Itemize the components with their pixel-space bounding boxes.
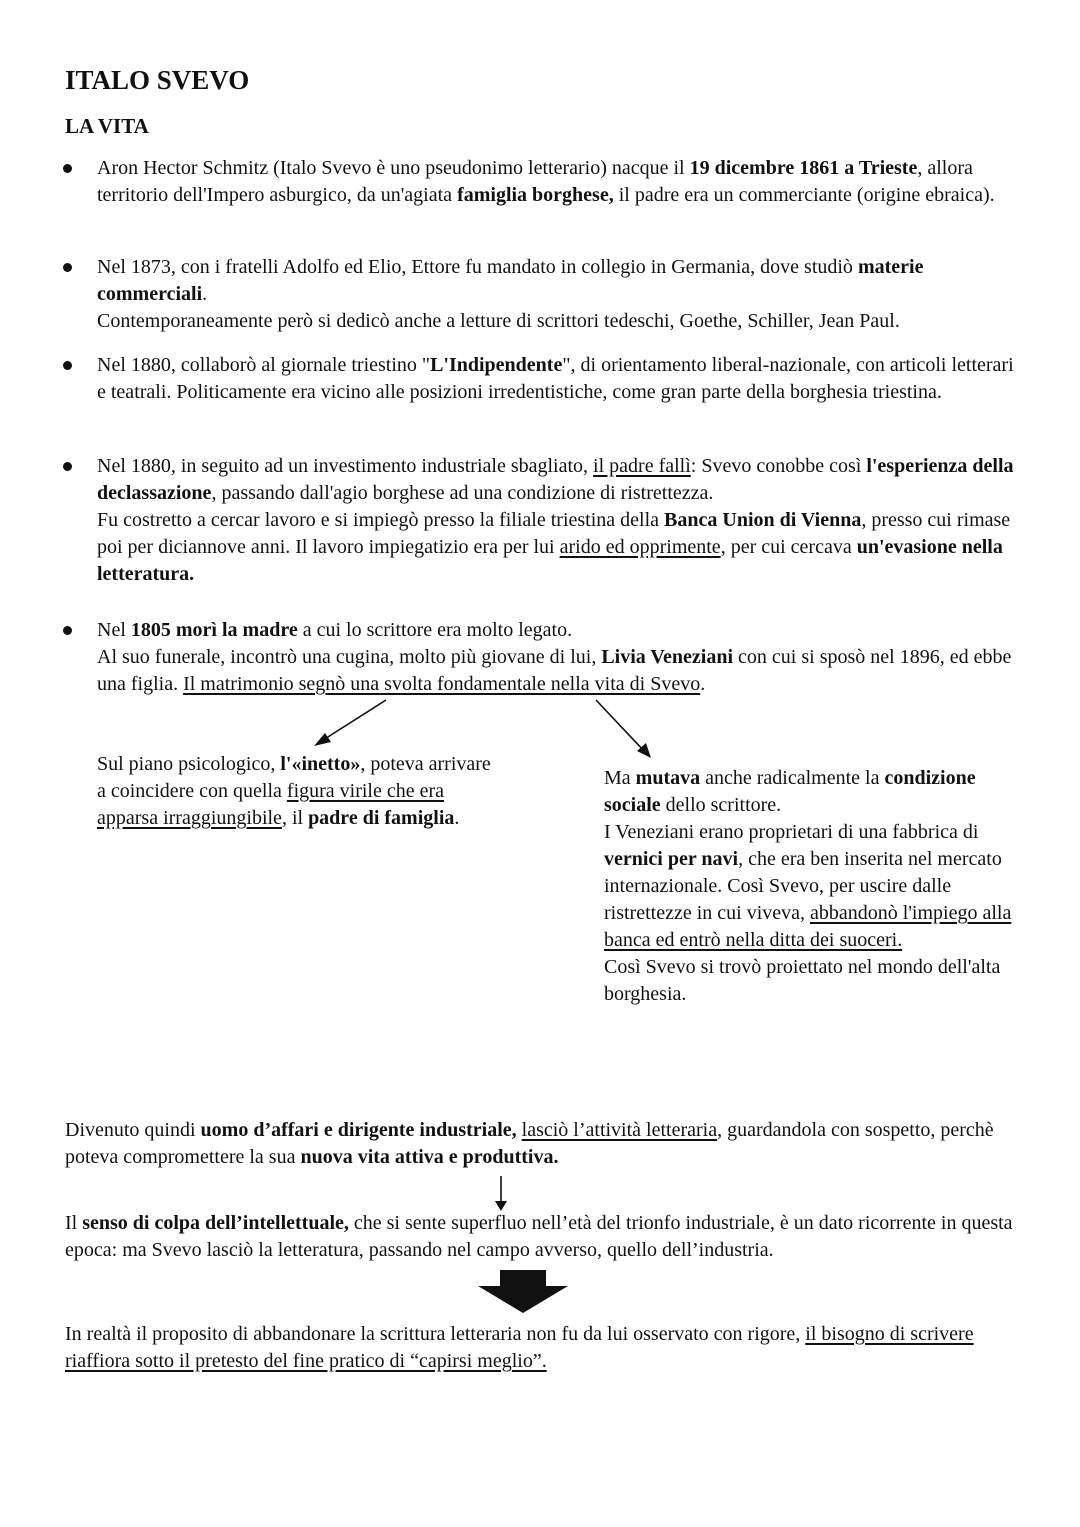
bullet-dot xyxy=(63,462,72,471)
text-run: I Veneziani erano proprietari di una fabbrica di xyxy=(604,821,979,843)
bold-text: famiglia borghese, xyxy=(457,184,614,206)
bold-text: mutava xyxy=(635,767,701,789)
bold-text: l'esperienza della declassazione xyxy=(97,455,1014,504)
text-run: Così Svevo si trovò proiettato nel mondo dell'alta borghesia. xyxy=(604,956,1001,1005)
bullet-dot xyxy=(63,361,72,370)
arrow-down-icon xyxy=(490,1174,512,1214)
bold-text: vernici per navi xyxy=(604,848,739,870)
text-run: Contemporaneamente però si dedicò anche a letture di scrittori tedeschi, Goethe, Schiller, Jean Paul. xyxy=(97,310,900,332)
left-column-text xyxy=(97,751,497,832)
arrow-down-right-icon xyxy=(596,700,651,758)
bullet-item xyxy=(97,254,1022,335)
text-run: Nel xyxy=(97,619,131,641)
text-run: Nel 1880, in seguito ad un investimento industriale sbagliato, xyxy=(97,455,594,477)
text-run: , passando dall'agio borghese ad una condizione di ristrettezza. xyxy=(211,482,714,504)
text-run: , il xyxy=(281,807,309,829)
bullet-item xyxy=(97,155,1022,209)
text-run: Il xyxy=(65,1212,83,1234)
paragraph-guilt xyxy=(65,1210,1020,1264)
bullet-dot xyxy=(63,263,72,272)
bold-text: padre di famiglia xyxy=(308,807,455,829)
bold-text: l'«inetto» xyxy=(280,753,361,775)
paragraph-writing-need xyxy=(65,1321,1020,1375)
bold-text: 19 dicembre 1861 a Trieste xyxy=(689,157,918,179)
paragraph-industrial-career xyxy=(65,1117,1020,1171)
text-run: con cui si sposò nel 1896, ed ebbe una figlia. xyxy=(97,646,1012,695)
arrow-down-left-icon xyxy=(314,700,386,746)
bold-text: uomo d’affari e dirigente industriale, xyxy=(200,1119,517,1141)
text-run: Ma xyxy=(604,767,636,789)
text-run: Aron Hector Schmitz (Italo Svevo è uno pseudonimo letterario) nacque il xyxy=(97,157,690,179)
text-run: , presso cui rimase poi per diciannove anni. Il lavoro impiegatizio era per lui xyxy=(97,509,1011,558)
bold-text: 1805 morì la madre xyxy=(130,619,298,641)
underlined-text: il padre fallì xyxy=(593,455,691,477)
text-run: , che era ben inserita nel mercato internazionale. Così Svevo, per uscire dalle ristrettezze in cui viveva, xyxy=(604,848,1002,924)
text-run: In realtà il proposito di abbandonare la scrittura letteraria non fu da lui osservato con rigore, xyxy=(65,1323,806,1345)
text-run: Nel 1880, collaborò al giornale triestino " xyxy=(97,354,431,376)
bullet-item xyxy=(97,453,1022,588)
section-heading: LA VITA xyxy=(65,114,149,138)
bold-text: Banca Union di Vienna xyxy=(664,509,862,531)
text-run: : Svevo conobbe così xyxy=(690,455,867,477)
text-run: che si sente superfluo nell’età del trionfo industriale, è un dato ricorrente in questa epoca: ma Svevo lasciò la letteratura, passando nel campo avverso, quello dell’industria. xyxy=(65,1212,1013,1261)
text-run: . xyxy=(454,807,460,829)
document-title: ITALO SVEVO xyxy=(65,65,250,95)
bold-text: condizione sociale xyxy=(604,767,976,816)
bullet-item xyxy=(97,617,1022,698)
text-run: Al suo funerale, incontrò una cugina, molto più giovane di lui, xyxy=(97,646,602,668)
text-run: dello scrittore. xyxy=(660,794,782,816)
right-column-text xyxy=(604,765,1024,1008)
bullet-dot xyxy=(63,626,72,635)
text-run: Nel 1873, con i fratelli Adolfo ed Elio, Ettore fu mandato in collegio in Germania, dove studiò xyxy=(97,256,858,278)
text-run: , allora territorio dell'Impero asburgico, da un'agiata xyxy=(97,157,973,206)
underlined-text: figura virile che era apparsa irraggiungibile xyxy=(97,780,445,829)
bullet-item xyxy=(97,352,1022,406)
text-run: ", di orientamento liberal-nazionale, con articoli letterari e teatrali. Politicamente era vicino alle posizioni irredentistiche, come gran parte della borghesia triestina. xyxy=(97,354,1014,403)
bullet-dot xyxy=(63,164,72,173)
bold-text: senso di colpa dell’intellettuale, xyxy=(82,1212,349,1234)
underlined-text: il bisogno di scrivere riaffiora sotto il pretesto del fine pratico di “capirsi meglio”. xyxy=(65,1323,974,1372)
bold-text: nuova vita attiva e produttiva. xyxy=(300,1146,559,1168)
text-run: Divenuto quindi xyxy=(65,1119,201,1141)
text-run: il padre era un commerciante (origine ebraica). xyxy=(613,184,995,206)
underlined-text: Il matrimonio segnò una svolta fondamentale nella vita di Svevo xyxy=(183,673,701,695)
underlined-text: abbandonò l'impiego alla banca ed entrò nella ditta dei suoceri. xyxy=(604,902,1012,951)
bold-text: un'evasione nella letteratura. xyxy=(97,536,1003,585)
thick-arrow-down-icon xyxy=(476,1270,570,1314)
text-run: Sul piano psicologico, xyxy=(97,753,281,775)
text-run: , poteva arrivare a coincidere con quella xyxy=(97,753,491,802)
text-run: , per cui cercava xyxy=(720,536,857,558)
text-run: anche radicalmente la xyxy=(700,767,885,789)
underlined-text: arido ed opprimente xyxy=(559,536,721,558)
bold-text: L'Indipendente xyxy=(430,354,563,376)
text-run: Fu costretto a cercar lavoro e si impiegò presso la filiale triestina della xyxy=(97,509,665,531)
bold-text: Livia Veneziani xyxy=(601,646,734,668)
text-run: . xyxy=(202,283,208,305)
bold-text: materie commerciali xyxy=(97,256,924,305)
text-run: , guardandola con sospetto, perchè poteva compromettere la sua xyxy=(65,1119,994,1168)
text-run: . xyxy=(700,673,706,695)
text-run: a cui lo scrittore era molto legato. xyxy=(297,619,573,641)
underlined-text: lasciò l’attività letteraria xyxy=(521,1119,718,1141)
